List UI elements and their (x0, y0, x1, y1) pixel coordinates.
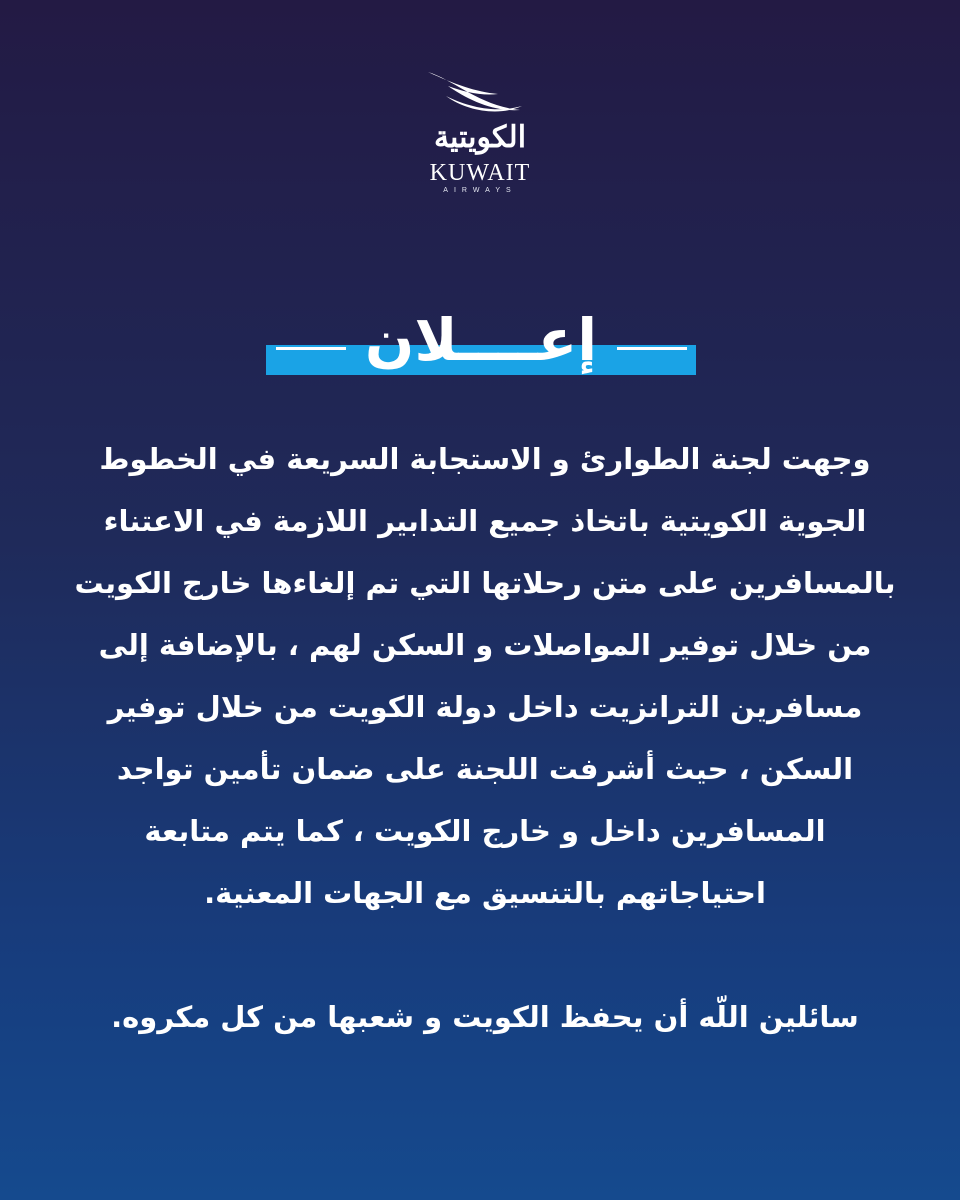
logo-arabic-name: الكويتية (433, 120, 527, 155)
kuwait-airways-logo (380, 60, 580, 200)
announcement-title: إعــــلان (364, 306, 598, 374)
logo-subtitle: AIRWAYS (443, 187, 517, 194)
title-divider-right (617, 347, 687, 350)
announcement-body (70, 428, 900, 1048)
logo-latin-name: KUWAIT (429, 160, 531, 186)
announcement-closing: سائلين اللّه أن يحفظ الكويت و شعبها من كل مكروه. (111, 1000, 859, 1034)
announcement-paragraph: وجهت لجنة الطوارئ و الاستجابة السريعة في الخطوط الجوية الكويتية باتخاذ جميع التدابير اللازمة في الاعتناء بالمسافرين على متن رحلاتها التي تم إلغاءها خارج الكويت من خلال توفير المواصلات و السكن لهم ، بالإضافة إلى مسافرين الترانزيت داخل دولة الكويت من خلال توفير السكن ، حيث أشرفت اللجنة على ضمان تأمين تواجد المسافرين داخل و خارج الكويت ، كما يتم متابعة احتياجاتهم بالتنسيق مع الجهات المعنية. (74, 442, 896, 910)
bird-swoosh-icon (424, 66, 524, 118)
title-divider-left (276, 347, 346, 350)
